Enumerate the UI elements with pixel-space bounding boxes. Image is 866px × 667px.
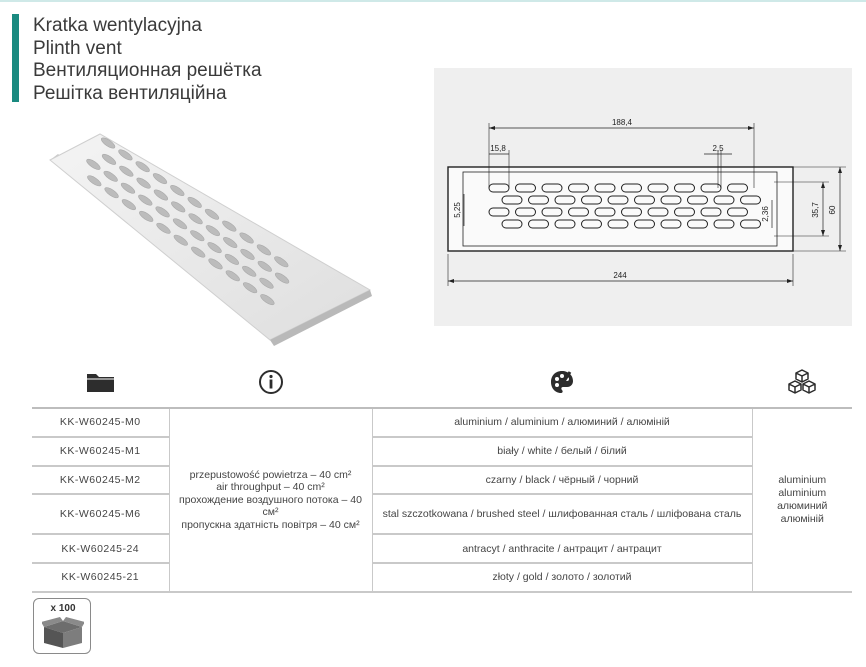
- title-ua: Решітка вентиляційна: [33, 82, 227, 104]
- dim-inner-gap: 2,36: [761, 206, 770, 222]
- colour-name: czarny / black / чёрный / чорний: [372, 466, 752, 495]
- product-code: KK-W60245-M2: [32, 466, 169, 495]
- technical-drawing: [434, 68, 852, 326]
- product-code: KK-W60245-M0: [32, 408, 169, 437]
- colour-name: antracyt / anthracite / антрацит / антрацит: [372, 534, 752, 563]
- info-icon: [169, 364, 372, 400]
- spec-table: [32, 407, 852, 593]
- dim-slot-length: 15,8: [490, 144, 506, 153]
- title-accent-bar: [12, 14, 19, 102]
- table-row: [32, 563, 852, 592]
- info-line-pl: przepustowość powietrza – 40 cm²: [189, 468, 352, 481]
- title-pl: Kratka wentylacyjna: [33, 15, 202, 36]
- cubes-icon: [752, 364, 852, 400]
- material-pl: aluminium: [778, 473, 827, 486]
- product-code: KK-W60245-M6: [32, 494, 169, 534]
- colour-name: biały / white / белый / білий: [372, 437, 752, 466]
- material-ua: алюміній: [780, 512, 824, 525]
- table-row: [32, 408, 852, 437]
- palette-icon: [372, 364, 752, 400]
- packaging-badge: [33, 598, 91, 654]
- air-throughput-info: [169, 408, 372, 592]
- dim-height: 60: [828, 205, 837, 215]
- dim-row-offset: 5,25: [453, 202, 462, 218]
- product-code: KK-W60245-21: [32, 563, 169, 592]
- dim-width: 244: [613, 271, 627, 280]
- colour-name: złoty / gold / золото / золотий: [372, 563, 752, 592]
- top-divider: [0, 0, 866, 2]
- table-row: [32, 466, 852, 495]
- dim-overall-slot-width: 188,4: [611, 118, 633, 127]
- table-row: [32, 534, 852, 563]
- title-en: Plinth vent: [33, 37, 122, 59]
- title-ru: Вентиляционная решётка: [33, 60, 262, 81]
- material-en: aluminium: [778, 486, 827, 499]
- dim-slot-field-height: 35,7: [811, 202, 820, 218]
- product-code: KK-W60245-M1: [32, 437, 169, 466]
- material-info: [752, 408, 852, 592]
- product-code: KK-W60245-24: [32, 534, 169, 563]
- dim-slot-gap: 2,5: [712, 144, 724, 153]
- material-ru: алюминий: [777, 499, 828, 512]
- column-icons: [32, 364, 852, 400]
- colour-name: stal szczotkowana / brushed steel / шлифованная сталь / шліфована сталь: [372, 494, 752, 534]
- colour-name: aluminium / aluminium / алюминий / алюміній: [372, 408, 752, 437]
- info-line-en: air throughput – 40 cm²: [216, 481, 325, 494]
- box-icon: [42, 617, 84, 654]
- info-line-ua: пропускна здатність повітря – 40 см²: [181, 518, 360, 531]
- table-row: [32, 437, 852, 466]
- info-line-ru: прохождение воздушного потока – 40 см²: [179, 493, 362, 519]
- folder-icon: [32, 364, 169, 400]
- product-photo: [40, 120, 380, 350]
- table-row: [32, 494, 852, 534]
- product-title: [33, 15, 262, 105]
- packaging-quantity: x 100: [50, 603, 76, 614]
